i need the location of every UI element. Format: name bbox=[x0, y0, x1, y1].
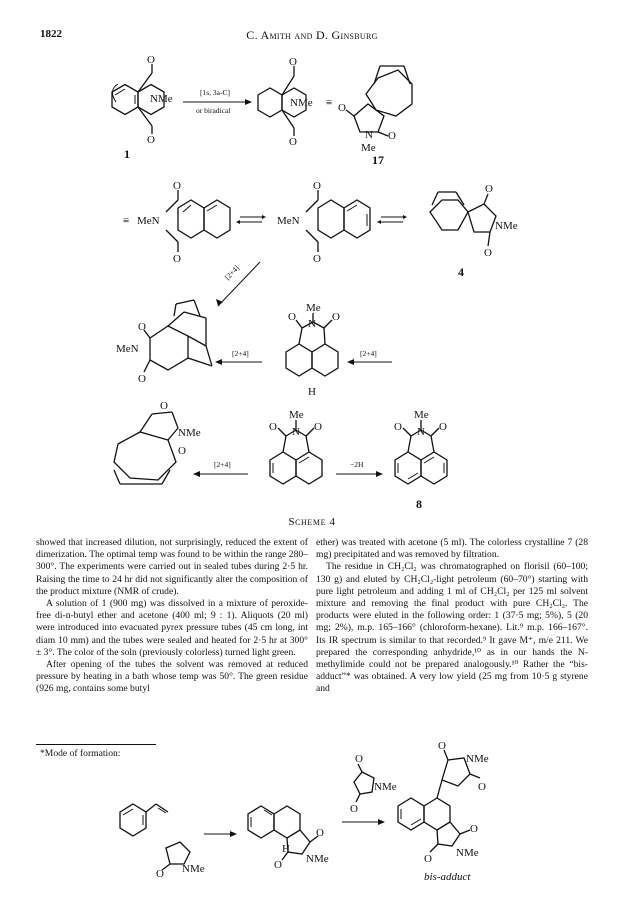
atom-o: O bbox=[355, 753, 363, 765]
atom-o: O bbox=[332, 311, 340, 323]
running-title: C. Amith and D. Ginsburg bbox=[246, 28, 378, 42]
atom-o: O bbox=[156, 868, 164, 880]
forward-arrow bbox=[342, 819, 385, 825]
atom-o: O bbox=[274, 859, 282, 871]
atom-o: O bbox=[178, 445, 186, 457]
atom-me: Me bbox=[414, 409, 429, 421]
footnote-text: *Mode of formation: bbox=[40, 748, 121, 759]
atom-o: O bbox=[138, 321, 146, 333]
paragraph: The residue in CH₂Cl₂ was chromatographed on florisil (60–100; 130 g) and eluted by CH₂Cl₂-light petroleum (60–70°) starting with pure light petroleum and adding 1 ml of CH₂Cl₂ per 125 ml solvent mixture and removing the final product with pure CH₂Cl₂. The products were eluted in the following order: 1 (37·5 mg; 5%), 5 (20 mg; 2%), m.p. 165–166° (chloroform-hexane). Lit.⁹ m.p. 166–167°. Its IR spectrum is similar to that recorded.⁹ It gave M⁺, m/e 211. We prepared the corresponding anhydride,¹⁰ as in our hands the N-methylimide could not be prepared analogously.¹⁰ Rather the “bis-adduct”* was obtained. A very low yield (25 mg from 10·5 g styrene and bbox=[316, 561, 588, 695]
forward-arrow bbox=[336, 471, 383, 477]
equilibrium-arrow bbox=[377, 215, 407, 224]
cycloaddition-label: [2+4] bbox=[232, 349, 249, 358]
maleimide-reagent bbox=[354, 764, 374, 802]
atom-n: N bbox=[308, 318, 316, 330]
atom-o: O bbox=[313, 180, 321, 192]
atom-nme: NMe bbox=[374, 781, 397, 793]
compound-17-structure bbox=[346, 66, 412, 136]
atom-h: H bbox=[308, 386, 316, 398]
compound-label-17: 17 bbox=[372, 153, 384, 167]
rearrangement-alt: or biradical bbox=[196, 106, 231, 115]
scheme-title: Scheme 4 bbox=[288, 516, 336, 528]
reverse-arrow bbox=[215, 359, 262, 365]
atom-me: Me bbox=[361, 142, 376, 154]
cage-adduct-bottom bbox=[114, 412, 178, 484]
atom-nme: NMe bbox=[290, 97, 313, 109]
atom-o: O bbox=[350, 803, 358, 815]
atom-o: O bbox=[338, 102, 346, 114]
atom-nme: NMe bbox=[178, 427, 201, 439]
atom-o: O bbox=[289, 136, 297, 148]
atom-o: O bbox=[470, 823, 478, 835]
equilibrium-arrow bbox=[236, 215, 266, 224]
atom-me: Me bbox=[289, 409, 304, 421]
paragraph: A solution of 1 (900 mg) was dissolved in a mixture of peroxide-free di-n-butyl ether and acetone (400 ml; 9 : 1). Aliquots (20 ml) were introduced into evacuated pyrex pressure tubes (45 cm long, int diam 10 mm) and the tubes were sealed and heated for 2·5 hr at 300° ± 3°. The color of the soln (previously colorless) turned light green. bbox=[36, 598, 308, 658]
atom-nme: NMe bbox=[456, 847, 479, 859]
atom-n: N bbox=[417, 426, 425, 438]
equivalence-sign: ≡ bbox=[326, 97, 333, 109]
cycloaddition-label: [2+4] bbox=[214, 460, 231, 469]
atom-nme: NMe bbox=[495, 220, 518, 232]
atom-o: O bbox=[439, 421, 447, 433]
atom-o: O bbox=[173, 253, 181, 265]
atom-n: N bbox=[365, 129, 373, 141]
compound-label-8: 8 bbox=[416, 497, 422, 511]
atom-nme: NMe bbox=[150, 93, 173, 105]
atom-men: MeN bbox=[116, 343, 139, 355]
atom-o: O bbox=[478, 781, 486, 793]
page-number: 1822 bbox=[40, 28, 62, 40]
atom-o: O bbox=[485, 183, 493, 195]
tricyclic-imide-b bbox=[306, 190, 370, 252]
atom-o: O bbox=[484, 247, 492, 259]
bis-adduct-structure bbox=[398, 750, 480, 852]
atom-o: O bbox=[424, 853, 432, 865]
atom-o: O bbox=[314, 421, 322, 433]
footnote-rule bbox=[36, 744, 156, 745]
atom-o: O bbox=[289, 56, 297, 68]
atom-n: N bbox=[292, 426, 300, 438]
dehydrogenation-label: −2H bbox=[350, 460, 364, 469]
atom-men: MeN bbox=[137, 215, 160, 227]
atom-o: O bbox=[316, 827, 324, 839]
bis-adduct-label: bis-adduct bbox=[424, 871, 471, 883]
reverse-arrow bbox=[193, 471, 248, 477]
atom-o: O bbox=[269, 421, 277, 433]
atom-men: MeN bbox=[277, 215, 300, 227]
atom-o: O bbox=[438, 740, 446, 752]
paragraph: After opening of the tubes the solvent was removed at reduced pressure by heating in a bath whose temp was 50°. The green residue (926 mg, contains some butyl bbox=[36, 659, 308, 695]
paragraph: ether) was treated with acetone (5 ml). The colorless crystalline 7 (28 mg) precipitated and was removed by filtration. bbox=[316, 537, 588, 561]
compound-label-4: 4 bbox=[458, 265, 464, 279]
paragraph: showed that increased dilution, not surprisingly, reduced the extent of dimerization. The optimal temp was found to be within the range 280–300°. The experiments were carried out in sealed tubes during 2·5 hr. Raising the time to 24 hr did not significantly alter the composition of the product mixture (NMR of crude). bbox=[36, 537, 308, 597]
cycloaddition-label: [2+4] bbox=[222, 263, 241, 282]
compound-4-structure bbox=[430, 192, 496, 246]
body-column-left bbox=[36, 537, 308, 696]
reverse-arrow bbox=[347, 359, 392, 365]
atom-nme: NMe bbox=[466, 753, 489, 765]
atom-o: O bbox=[388, 130, 396, 142]
atom-o: O bbox=[173, 180, 181, 192]
atom-h: H bbox=[282, 843, 290, 855]
atom-nme: NMe bbox=[182, 863, 205, 875]
atom-o: O bbox=[138, 373, 146, 385]
equivalence-sign: ≡ bbox=[123, 215, 130, 227]
styrene-structure bbox=[120, 804, 168, 836]
forward-arrow bbox=[204, 831, 237, 837]
cycloaddition-label: [2+4] bbox=[360, 349, 377, 358]
atom-me: Me bbox=[306, 302, 321, 314]
atom-o: O bbox=[147, 134, 155, 146]
arrow-head bbox=[245, 99, 252, 105]
atom-nme: NMe bbox=[306, 853, 329, 865]
body-column-right bbox=[316, 537, 588, 696]
atom-o: O bbox=[313, 253, 321, 265]
rearrangement-condition: [1s, 3a-C] bbox=[200, 88, 230, 97]
tricyclic-imide-a bbox=[166, 190, 230, 252]
cage-adduct-left bbox=[144, 300, 212, 372]
atom-o: O bbox=[147, 54, 155, 66]
atom-o: O bbox=[394, 421, 402, 433]
compound-label-1: 1 bbox=[124, 147, 130, 161]
atom-o: O bbox=[160, 400, 168, 412]
atom-o: O bbox=[288, 311, 296, 323]
